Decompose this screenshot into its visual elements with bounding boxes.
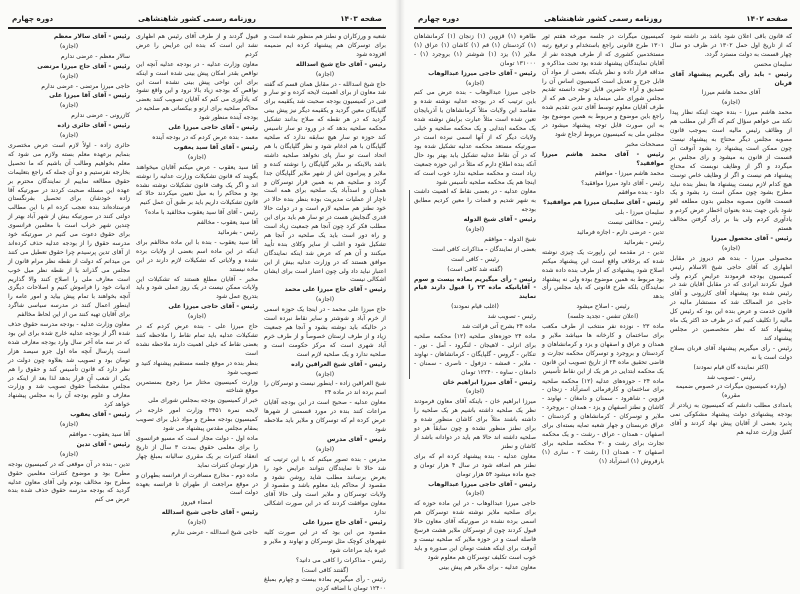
speaker-line: رئیس - رأی میگیریم بماده بیست و سوم - آقایانیکه ماده ۲۳ را قبول دارند قیام نمایند	[414, 275, 536, 301]
centered-note: رئیس - اصلاح میشود	[576, 303, 630, 311]
speaker-line: رئیس - آقای یعقوب	[70, 411, 130, 419]
centered-note: (اعلان تنفس - تجدید جلسه)	[567, 313, 639, 321]
paragraph: محمد هاشم میرزا - موافقم	[594, 169, 664, 177]
centered-note: (وارده کمیسیون میگرات در خصوص ضمیمه مقرره)	[675, 383, 787, 400]
paragraph: رئیس - آقای آقا سید یعقوب مخالفید با ماده؟	[144, 209, 258, 217]
centered-note: (اجازه)	[59, 421, 79, 429]
columns	[413, 33, 792, 571]
speaker-line: رئیس - آقای آقا میرزا علی	[49, 92, 130, 100]
column-2	[542, 33, 664, 561]
paragraph: مدرس - بنده تصور میکنم که با این ترتیب که شد حالا تا نمایندگان نتوانند عرایض خود را بعرض برسانند مطلب شاید روشن نشود و مقصود از محاکم باید معلوم باشد و مقصود از ولایات توسرکان و ملایر است ولی حالا آقای معاون موافقت کردند که در این صورت اشکالی ندارد	[264, 455, 386, 517]
centered-note: (اجازه)	[187, 313, 207, 321]
paragraph: سلیمان محسن	[753, 60, 792, 68]
speaker-line: رئیس - آقای آقا سید یعقوب	[173, 143, 258, 151]
paragraph: مقصود من این بود که در این صورت کلیه شهرهای کوچک مثل توسرکان و نهاوند و ملایر و غیره باید مراعات شود	[264, 528, 386, 554]
paragraph: شعبه و ورزکاران و نطنز هم منظور شده است و برای توسرکان هم پیشنهاد کرده ایم ضمیمه افزوده شود	[264, 33, 386, 58]
centered-note: (اجازه)	[59, 102, 79, 110]
speaker-line: رئیس - آقای حاج میرزا علی محمد	[284, 286, 386, 294]
gazette-title: روزنامه رسمی کشور شاهنشاهی	[138, 14, 256, 23]
paragraph: رئیس - مذاکرات را کافی می دانید؟	[295, 556, 386, 564]
paragraph: کمیسیون میگرات در جلسه مورخه هفتم ثور ۱۳۰۱ طرح قانونی راجع باستخدام و ترفیع رتبه مستخدمین کشوری که از طرف هیجده نفر از آقایان نمایندگان پیشنهاد شده بود تحت مذاکره و مداقه قرار داده و نظر باینکه بعضی از مواد آن قابل جرح و تعدیل است کمیسیون اساس آن را تصدیق و آراء حاضرین قابل توجه دانسته تقدیم مجلس شورای ملی مینماید و طرحی هم که از طرف آقایان معلوم توسط آقای تدین تقدیم شده راجع باین موضوع و مربوط به همین موضوع بود به این صورت قابل توجه پیشنهاد میشود در مجلس ملی به کمیسیون مربوط ارجاع شود	[542, 33, 664, 138]
paragraph: بعضی از نمایندگان - مذاکرات کافی است	[432, 245, 536, 253]
paragraph: قبول گردند و از طرف آقای رئیس هم اظهاری نشد این است که بنده این عرایض را عرض کردم	[136, 33, 258, 58]
gutter-mark	[409, 190, 410, 379]
centered-note: (اجازه)	[465, 79, 485, 87]
paragraph: معاون وزارت عدلیه - در بودجه عدلیه آنچه این نواقص بقدر امکان پیش بینی شده است و اینکه برای این نواحی پیش بینی نشده است این نواقص که بودجه زیاد بالا نرود و این واقع نشود که یادآوری می کنم که آقایان تصویب کنند بعضی محاکم صلحیه برای ارتو و بیکسانی هم صلحیه در بودجه آینده منظور شود	[136, 60, 258, 122]
paragraph: داود - بنده موافقم	[617, 189, 664, 197]
paragraph: ماده ۲۴ حوزه‌های صلحیه (۱۲) محکمه صلحیه برای انزلی - لاهیجان - لنگرود - آمل - نور - تنکابن - گروس - گلپایگان - کرمانشاهان - نهاوند - ملایر - قمشه - دزفول - ناصری - سمنان - دامغان - ساوه - ۱۲۲۴۰ تومان	[414, 333, 536, 376]
paragraph: آقا سید یعقوب - عرض میکنم آقایان میخواهند بگویند که قانون تشکیلات وزارت عدلیه را نوشته اند و اگر یک وقت قانون تشکیلات نوشته نشده بود و محاکم را به میل تعیین میکردند حالا که قانون تشکیلات داریم باید بر طبق آن عمل کنیم	[136, 163, 258, 207]
column-3	[413, 33, 536, 571]
column-1	[264, 33, 386, 593]
paragraph: معاون عدلیه - صحیح است در این بودجه آقایان مراعات کنند بنده در مورد قسمتی از شهرها عرض کرده ام که توسرکان و ملایر باید ملاحظه شود	[264, 399, 386, 433]
paragraph: میرزا ابراهیم خان - باینکه آقای معاون فرمودند نظر یک صلحیه داشته باشیم هر یک صلحیه را داشته باشند مثلاً برای کاشان منظور شده و برای نطنز منظور نشده و چون سابقاً هر دو صلحیه داشته اند حالا هم باید در دوادانه باشد از کاشان و نطنز	[414, 398, 536, 450]
paragraph: حائری زاده - اولاً لازم است عرض مختصری بنمایم برعهده معلم بسته ولازم می شود که معلم بخواهیم وطالب آن باشیم که ما تحصیل بخارجه نفرستیم و دو آن جمله که راجع بتعلیمات حقوق مطالعه نماییم از نمایندگان محترم بر عهده این مسئله صحبت کردند در صورتیکه آقا زاده خودشان برای تحصیل بفرنگستان فرستاده‌اند بنده تعجب کرده ام با این مطالب دولتی کنند در صورتیکه بیش از شهر آباد بهتر از چندین شهر خراب است با معلمین فرانسوی برای حقوق دعوت می کنیم در صورتیکه خود مدرسه حقوق را از بودجه عدلیه حذف کرده‌اند از آقای تدین پرسیدم چرا حقوق تعطیل می کنند من میدانم که دولت از نقطه نظر مرام قانون از مجلس می گذراند یا از نقطه نظر میل خوب است معارف ملی را اصلاح کنند والا گذاریم ادبیات خود را فراموش کنیم و اصلاحات دیگری آنچه بخواهند با تمام پیش بیاید و امور عامه را اینطور اعمال کنند در مدرسه سیاسی شاگرد برای آقایان تهیه کنند من از این لحاظ مخالفم	[8, 141, 130, 319]
paragraph: محمد هاشم میرزا - بنده حهت اینکه نظار پیدا نکند می خواهم سؤال کنم که اگر این مطلب هم از وظائف رئیس مالیه است بموجب قانون مصوبه مجلس دیگر محتاج به پیشنهاد نیست چون ممکن است پیشنهاد رد بشود آنوقت آن قسمت از قانون به میشود و رای مجلس بر میگردد و اگر از وظایف نوبست که محتاج پیشنهاد هم نیست و اگر از وظایف خاص توست هیچ کدام لازم نیست پیشنهاد ها بنظر بنده نباید مطرح بشود چون ممکن است رد بشود و یک قسمت قانون مصوبه مجلس بدون مطلعه لغو شود باین جهت بنده بعنوان اخطار عرض کردم و یادآوری کردم ولی بنا بر رأی گرفتن مخالف هستم	[670, 109, 792, 233]
centered-note: (اجازه)	[465, 388, 485, 396]
columns	[8, 33, 386, 593]
column-2	[136, 33, 258, 561]
paragraph: ماده دوم - مخارج مسافرت از فرانسه بطهران و در موقع مراجعت از طهران تا فرانسه بعهده دولت است	[136, 471, 258, 497]
speaker-line: رئیس - آقای مدرس	[327, 435, 386, 443]
paragraph: تدین - بنده در آن موقعی که در کمیسیون بودجه مطرح بود و موضوع کنترات معلمین حقوق مطرح بود مخالف بودم ولی آقای معاون عدلیه گردید که بودجه مدرسه حقوق حذف شده بنده عرض می کنم	[8, 460, 130, 504]
paragraph: سلیمان میرزا - بلی	[615, 209, 664, 217]
page-left	[0, 0, 400, 593]
paragraph: حاجی میرزا عبدالوهاب - در این ماده حوزه که برای صلحیه ملایر نوشته شده توسرکان هم اسمی برده نشده در صورتیکه آقای معاون حالا قبول کردند چون از توسرکان ملایر هشت فرسخ فاصله است و در حوزه ملایر که صلحیه نیست و آنوقت برای اینکه هشت تومان این صدوره و باید خوب است تکلیف توسرکان هم معلوم شود	[414, 500, 536, 561]
speaker-line: رئیس - آقای شیخ الدوله	[463, 216, 536, 224]
paragraph: رئیس - بفرمائید	[623, 238, 664, 246]
paragraph: ماده ۲۴ بشرح آتی قرائت شد	[461, 323, 536, 331]
centered-note: (گفته شد کافی است)	[447, 265, 503, 273]
speaker-line: رئیس - آقای حاجی میرزا عبدالوهاب	[428, 480, 536, 488]
speaker-line: رئیس - آقای حائری زاده	[57, 122, 130, 130]
paragraph: شیخ الدوله - موافقم	[484, 235, 536, 243]
header-rule	[414, 27, 792, 29]
paragraph: معاون عدلیه - برای ملایر هم پیش بینی	[438, 563, 536, 571]
page-number: صفحه ۱۴۰۲	[746, 14, 788, 23]
paragraph: بنظر بنده در موقع جلسه مستقیم پیشنهاد کنید و تصویب شود	[136, 359, 258, 376]
paragraph: وزارت کمیسیون مختار مرا رجوع بمستمرین موقع شناخته	[136, 378, 258, 395]
centered-note: رئیس - کافی است	[451, 255, 499, 263]
centered-note: (اجازه)	[315, 445, 335, 453]
speaker-line: رئیس - آقای محمد هاشم میرزا موافقید؟	[542, 150, 664, 167]
paragraph: معمد - بنده عرض کردم که در بودجه آینده	[152, 133, 258, 141]
centered-note: (اجازه)	[721, 244, 741, 252]
centered-note: آقای محمد هاشم میرزا	[701, 89, 761, 97]
paragraph: معاون وزارت عدلیه - بودجه مدرسه حقوق حذف شده اگر از بودجه عدلیه خارج شده برای این بود که در سه ماه آخر سال وارد بودجه معارف شده است پارسال آنچه ماه اول جزو سیصد هزار تومان بود و تصویب شد بعلاوه چون دولت در نظر دارد که قانون تأسیس کند و حقوق را هم یکی از شعب آن قرار بدهد لذا بعد از اینکه در مجلس مشخصاً حقوق تصویب شد و وزارت معارف و علوم بودجه آن را به مجلس پیشنهاد خواهد کرد	[8, 321, 130, 409]
paragraph: کازرونی - عرضی ندارم	[71, 112, 130, 120]
paragraph: آقا سید یعقوب - موافقم	[68, 430, 130, 438]
paragraph: محصولی میرزا - بنده هم دیروز در مقابل اظهاری که آقای حاجی شیخ الاسلام رئیس کمیسیون بودجه فرمودند عرایض کردم ولی قبول نکردند ایرادی که در مقابل آقایان شد در رئیس شده بود پیشنهاد آقای کازرونی و آقای حاجی عز الممالک شد که مستشار مالیه در قانون خدمت و عرض بنده این بود که رئیس کل مالیه را تکلیف کنیم که در ظرف حد اکثر یک ماه پیشنهاد کند که نظر متخصصین در مجلس پیشنهاد کند	[670, 254, 792, 342]
speaker-line: رئیس - آقای حاجی میرزا عبدالوهاب	[428, 69, 536, 77]
centered-note: (گفتند کافی است)	[301, 566, 349, 574]
centered-note: (اجازه)	[59, 72, 79, 80]
centered-note: (اجازه)	[315, 296, 335, 304]
paragraph: رئیس - مخالفی نیست	[607, 219, 664, 227]
paragraph: حاجی شیخ اسدالله - عرضی ندارم	[171, 529, 258, 537]
centered-note: (اجازه)	[59, 42, 79, 50]
paragraph: ماده ۲۳ - نوزده نفر منتخب از طرف مکعب برای ساختمان و کارخانه ها میباشد ملایر و همدان و عراق و اصفهان و یزد و کرمانشاهان و کردستان و بروجرد و توسرکان محکمه تجارت و قاضی تحقیق ماده ۲۴ از تاریخ تصویب این قانون یک محکمه ابتدایی در هر یک از این نقاط تأسیس	[542, 323, 665, 375]
speaker-line: رئیس - آقای سالار معظم	[53, 33, 130, 40]
centered-note: (اجازه)	[465, 226, 485, 234]
page-number: صفحه ۱۴۰۳	[340, 14, 382, 23]
paragraph: حاجی میرزا عبدالوهاب - بنده عرض می کنم باین ترتیب که در بودجه عدلیه نوشته شده و مقاصد این ولایات مثلاً کرمانشاهان یا آذربایجان تعین شده است مثلاً عبارت برایش نوشته شده یک محکمه ابتدایی و یک محکمه صلحیه و خیلی ولایات دیگر که از آنها اسمی نبرده است در صورتیکه مستعد محکمه عدلیه تشکیل شده بود که در آن نقاط عدلیه تشکیل یابد بهتر بود حال آنکه بنده اطلاع دارم که مثلاً در این حوزه جمعیت زیاد است و محکمه صلحیه ندارد خوب است که اینجا هم یک محکمه صلحیه تأسیس شود	[413, 89, 536, 186]
centered-note: (اجازه)	[187, 153, 207, 161]
gazette-title: روزنامه رسمی کشور شاهنشاهی	[544, 14, 662, 23]
speaker-line: رئیس - باید رأی بگیریم پیشنهاد آقای قربان	[670, 70, 792, 87]
centered-note: (اجازه)	[315, 370, 335, 378]
paragraph: رئیس - رأی میگیریم بماده بیست و چهارم بمبلغ ۱۲۴۰۰ تومان با اضافه کردن	[264, 576, 386, 593]
page-binding-shadow	[395, 0, 405, 569]
paragraph: رئیس - بفرمائید	[217, 229, 258, 237]
paragraph: معاون عدلیه - در بعضی نقاط که اهمیت داشت به شهر شدیم و قضات را معین کردیم مطابق بودجه	[414, 188, 536, 214]
paragraph: تدین - عرضی دارم - اجازه فرمائید	[576, 229, 664, 237]
centered-note: (اغلب قیام نمودند)	[451, 303, 499, 311]
speaker-line: رئیس - آقای سلیمان میرزا هم موافقید؟	[543, 199, 664, 207]
paragraph: حاجی میرزا مرتضی - عرضی ندارم	[41, 82, 130, 90]
centered-note: امضاء فیروز	[181, 499, 213, 507]
paragraph: شیخ العراقین زاده - اینطور نیست و توسرکان را اسم برده اند در ماده ۲۴	[264, 380, 386, 397]
page-right	[400, 0, 800, 569]
speaker-line: رئیس - آقای حاجی شیخ اسدالله	[161, 509, 258, 517]
paragraph: سالار معظم - عرضی ندارم	[60, 52, 130, 60]
speaker-line: رئیس - آقای حاج شیخ اسدالله	[295, 60, 386, 68]
page-header	[8, 10, 386, 26]
paragraph: حاج شیخ اسدالله - در مقابل همان قسم که گفته شد معاون از برای اهمیت لایحه کرده و تو سار و قتی در کمیسیون بودجه صحبت شد یکقیمه برای گلپایگان معین گردید و یکقیمه دیگر نیز پیش بینی گردید که در هر نقطه که صلاح بدانند تشکیل محکمه صلحیه بدهد که در ورود تو سار تاسیس کند حوزه تو سار هیچ سابقه ندارد که صلحیه گلپایگان با هم ادغام شود و نظر گلپایگان با هم اتحاد است تو سار پای نخواهد صلحیه داشته باشد بالاینکه بر ملایر گلپایگان را نوشته کنده و ملایر و پیرامون اش از شهر ملایر گلپایگان جدا گردد و صلحیه هم به همین قرار توسرکان و همدان و اسدآباد یک صلحیه برای همه است ناچار از عملیات مدیریت بوده بنظر بنده حالا در خود نطنز هم صلحیه لازم است و در دولت حالا قدری گنجایش هست در تو سار هم باید برای این مطلب فکر کرد چون آنجا هم جمعیت زیاد است و راه دور است باید یک صلحیه در آنجا هم تشکیل شود و اغلب از سایر وکلای بنده تأیید میکنند و آن هم که عرض شد اینکه نمایندگان موافق هستند که در وزارت عدلیه بیش از این اعتبار نباید داد ولی چون اعتبار است برای ایشان اشکالی نیست	[264, 80, 386, 284]
header-rule	[8, 27, 386, 29]
paragraph: رئیس - تصویب شد	[487, 313, 536, 321]
paragraph: مصححات مخبر	[625, 140, 664, 148]
centered-note: (اجازه)	[721, 99, 741, 107]
paragraph: معاون عدلیه - بنده پیشنهاد کرده ام که برای نطنز هم اضافه شود در سال ۴ هزار تومان و جمع ماده میشود ۵۴ هزار تومان	[414, 452, 536, 478]
paragraph: طاهره (۱) قزوین (۱) زنجان (۱) کرمانشاهان (۱) کردستان (۱) قم (۱) کاشان (۱) عراق (۱) ملایر (۱) یزد (۱) شوشتر (۱) بروجرد (۱) - ۱۳۱۰۰۰ تومان	[414, 33, 536, 67]
paragraph: خبر از کمیسیون بودجه بمجلس شورای ملی	[148, 397, 258, 405]
term-label: دوره چهارم	[418, 14, 460, 23]
column-3	[8, 33, 130, 561]
page-header	[414, 10, 792, 26]
paragraph: بامدادی مطلب دانشم که کمیسیون به زیادتر از بودجه پیشنهادی دولت پیشنهاد مشکوکی نمی پذیرد بعضی از آقایان پیش نهاد کردند و آقای کفیل وزارت عدلیه هم	[670, 402, 792, 436]
centered-note: (اجازه)	[59, 450, 79, 458]
paragraph: حاج میرزا علی - بنده عرض کردم که در تشکیلات عدلیه باید تمام نقاط را ملاحظه کنند بعضی نقاط که خیلی اهمیت دارند ملاحظه نشده است	[136, 323, 258, 357]
term-label: دوره چهارم	[12, 14, 54, 23]
paragraph: ماده اول - دولت مجاز است که مسیو فرانسوی را برای معلمی حقوق بمدت ۳ سال از تاریخ انعقاد کنترات بر یک مقرری سالیانه بمبلغ چهار هزار تومان کنترات نماید	[136, 434, 259, 469]
paragraph: ماده ۲۴ - حوزه‌های عدلیه (۱۲) محکمه صلحیه برای ساختمان و کارفرمائی استرآباد - زنجان - قزوین - شاهرود - سمنان و دامغان - نهاوند - کاشان و نطنز اصفهان و یزد - همدان - بروجرد - ملایر و توسرکان - کرمانشاهان و کردستان - عراق عربستان و جهار شعبه تمایه بسته‌ای برای اصفهان - همدان - عراق - رشت - و یک محکمه تجارت برای رشت و ۳۰ محکمه صلحیه برای اصفهان ۲ - همدان (۱) رشت ۲ - ساری (۱) بارفروش (۱) استرآباد (۱)	[542, 377, 664, 465]
paragraph: تدین - در مقدمه این راپورت یک چیزی نوشته شده که برخلاف واقع است این پیشنهاد میکنم اصلاح شود پیشنهادی که از طرف بنده داده شده بود مربوط به همین موضوع بوده ولی نه پیشنهاد نمایندگان بلکه طرح قانونی که باید مجلس رأی بدهد	[542, 248, 664, 301]
paragraph: رئیس - آقای داود میرزا موافقید؟	[581, 179, 664, 187]
speaker-line: رئیس - آقای حاجی میرزا علی	[168, 303, 258, 311]
speaker-line: رئیس - آقای تدین	[76, 440, 130, 448]
paragraph: حاج میرزا علی محمد - در اینجا یک حوزه اسمی از خرم آباد و شوشتر و سایر نقاط نبرده است در حالیکه باید نوشته بشود و آنجا هم جمعیت زیاد و از طرف ارستان خصوصاً و از طرف خرم آباد شهری است که مرکز حکومت است و صلحیه ندارد و یک صلحیه لازم است	[264, 306, 386, 358]
paragraph: آقا سید یعقوب - مخالفم	[196, 219, 258, 227]
paragraph: لایحه نمره ۳۴۵۱ وزارت امور خارجه در کمیسیون بودجه مطرح و مواد ذیل برای تصویب بمقام مجلس مقدس پیشنهاد می شود	[136, 407, 258, 433]
centered-note: (اجازه)	[465, 490, 485, 498]
speaker-line: رئیس - آقای حاج میرزا علی	[302, 519, 386, 527]
paragraph: رئیس - رأی میگیریم پیشنهاد آقای قربان بصلاح دولت است یا نه	[670, 344, 792, 361]
centered-note: (اجازه)	[187, 519, 207, 527]
centered-note: (اکثر نماینده گان قیام نمودند)	[693, 363, 769, 371]
speaker-line: رئیس - آقای حاج میرزا مرتضی	[37, 62, 130, 70]
centered-note: رئیس - تصویب شد	[706, 373, 756, 381]
speaker-line: رئیس - آقای حاجی میرزا علی	[168, 124, 258, 132]
centered-note: (اجازه)	[315, 70, 335, 78]
speaker-line: رئیس - آقای میرزا ابراهیم خان	[442, 378, 536, 386]
paragraph: مخبر - آقایان مطلع هستند که تشکیلات این ولایات ممکن نیست در یک روز عملی شود و باید بتدریج عمل شود	[136, 275, 258, 301]
speaker-line: رئیس - آقای شیخ العراقین زاده	[291, 360, 386, 368]
paragraph: که قانون باقی اعلان شود باشد بر داشته شود که از تاریخ اول حمل ۱۳۰۲ در ظرف دو سال چهار قسمت به دولت مسترد گردد.	[670, 33, 792, 58]
speaker-line: رئیس - آقای محصول میرزا	[711, 234, 792, 242]
column-1	[670, 33, 792, 561]
centered-note: (اجازه)	[59, 132, 79, 140]
paragraph: آقا سید یعقوب - بنده با این ماده مخالفم برای اینکه در این ماده اسم بعضی از ولایات برده نشده و ولایاتی که تشکیلات لازم دارند در این ماده نیستند	[136, 238, 258, 273]
